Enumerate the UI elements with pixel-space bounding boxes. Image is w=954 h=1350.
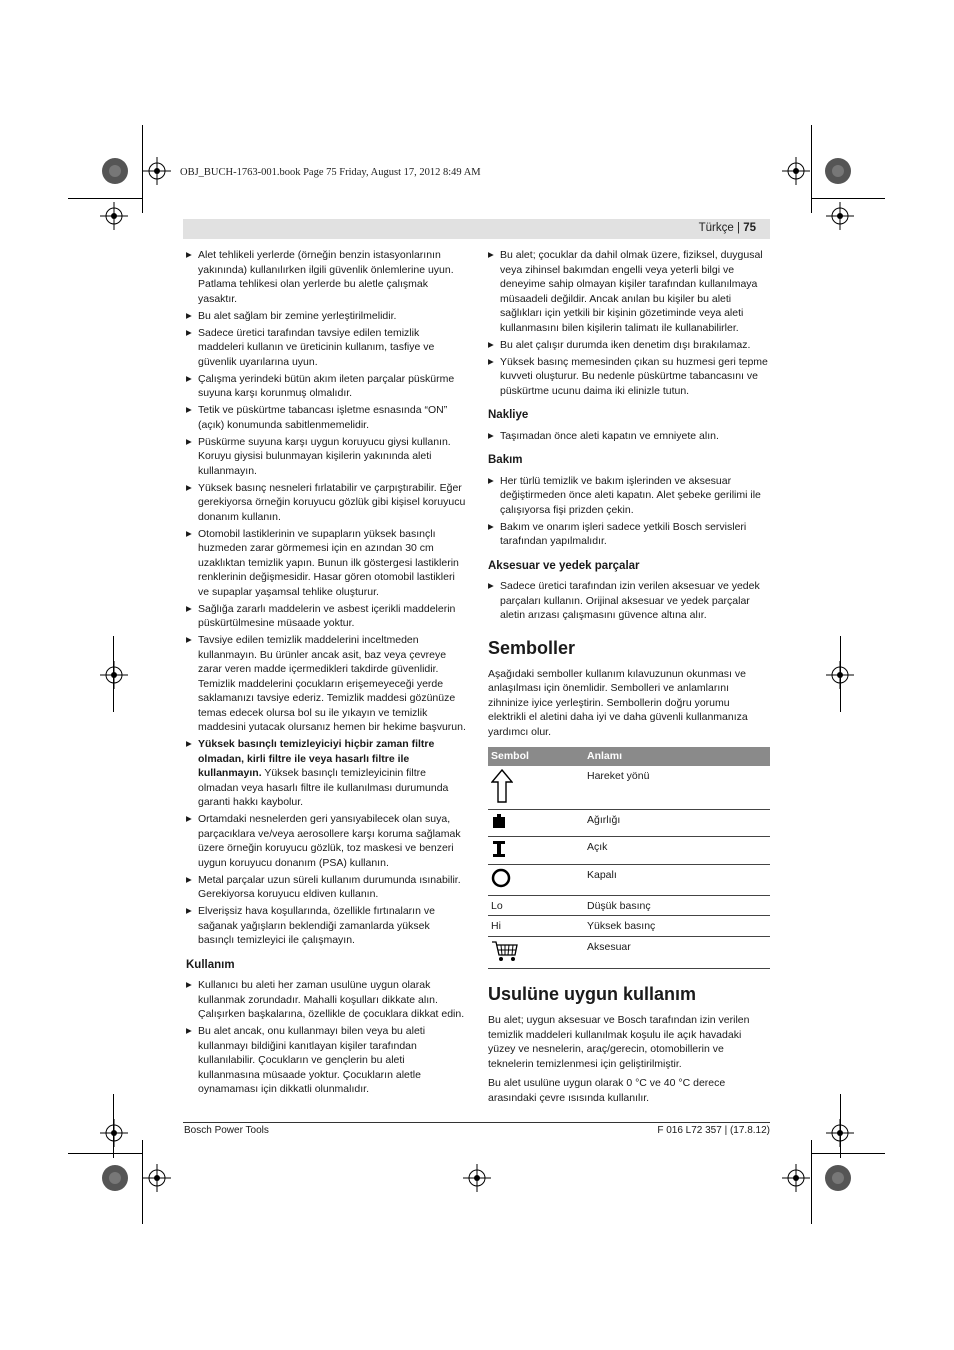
crop-line [142, 1140, 143, 1224]
meaning-cell: Açık [584, 836, 770, 865]
off-icon [491, 868, 511, 888]
list-item: ▶ Bu alet çalışır durumda iken denetim dışı bırakılamaz. [488, 338, 768, 353]
header-language: Türkçe [698, 222, 734, 234]
list-item: ▶ Sadece üretici tarafından izin verilen aksesuar ve yedek parçaları kullanın. Orijinal aksesuar ve yedek parçalar aletin arızası çalışmasını güvence altına alır. [488, 579, 768, 623]
list-item: ▶ Otomobil lastiklerinin ve supapların yüksek basınçlı huzmeden zarar görmemesi için en azından 30 cm uzaklıktan temizlik yapın. Bunun ilk göstergesi lastiklerin renklerinin değişmesidir. Hasar gören otomobil lastikleri ve supaplar yaşamsal tehlike oluşturur. [186, 527, 466, 600]
crosshair-mark [100, 202, 128, 230]
table-row [488, 810, 770, 837]
list-item: ▶ Elverişsiz hava koşullarında, özellikle fırtınaların ve sağanak yağışların beklendiği zamanlarda yüksek basınçlı temizleyici ile çalışmayın. [186, 904, 466, 948]
list-item: ▶ Tetik ve püskürtme tabancası işletme esnasında “ON” (açık) konumunda sabitlenmemelidir. [186, 403, 466, 432]
safety-bullets [186, 248, 466, 735]
symbol-cell [488, 836, 584, 865]
print-slug: OBJ_BUCH-1763-001.book Page 75 Friday, August 17, 2012 8:49 AM [180, 167, 481, 178]
footer-brand: Bosch Power Tools [184, 1125, 269, 1136]
crop-line [811, 198, 885, 199]
left-column [186, 248, 466, 1099]
filter-warning-item [186, 737, 466, 810]
semboller-intro: Aşağıdaki semboller kullanım kılavuzunun okunması ve anlaşılması için önemlidir. Sembolleri ve anlamlarını zihninize iyice yerleştirin. Sembollerin doğru yorumu elektrikli el aletini daha iyi ve daha güvenli kullanmanıza yardımcı olur. [488, 667, 748, 738]
list-item: ▶ Püskürme suyuna karşı uygun koruyucu giysi kullanın. Koruyu giysisi bulunmayan kişilerin yakınında aleti kullanmayın. [186, 435, 466, 479]
header-text [699, 222, 756, 234]
list-item: ▶ Sağlığa zararlı maddelerin ve asbest içerikli maddelerin püskürtülmesine müsaade yoktur. [186, 602, 466, 631]
page-number: 75 [743, 222, 756, 234]
filter-warning-bold: Yüksek basınçlı temizleyiciyi hiçbir zaman filtre olmadan, kirli filtre ile veya hasarlı filtre ile kullanmayın. [198, 738, 435, 779]
section-heading-bakim: Bakım [488, 454, 523, 466]
meaning-cell: Hareket yönü [584, 766, 770, 810]
header-separator: | [737, 222, 740, 234]
crop-line [68, 198, 142, 199]
column-header-symbol: Sembol [488, 747, 584, 766]
list-item: ▶ Yüksek basınç nesneleri fırlatabilir ve çarpıştırabilir. Eğer gerekiyorsa örneğin koruyucu gözlük gibi kişisel koruyucu donanım kullanın. [186, 481, 466, 525]
table-row [488, 865, 770, 896]
nakliye-bullets [488, 429, 768, 444]
meaning-cell: Ağırlığı [584, 810, 770, 837]
crop-line [113, 636, 114, 712]
list-item: ▶ Sadece üretici tarafından tavsiye edilen temizlik maddeleri kullanın ve üreticinin kullanım, tasfiye ve güvenlik uyarılarına uyun. [186, 326, 466, 370]
symbols-table [488, 747, 770, 969]
aksesuar-bullets [488, 579, 768, 623]
crop-line [840, 636, 841, 712]
table-row [488, 936, 770, 969]
section-heading-nakliye: Nakliye [488, 409, 529, 421]
crop-line [113, 1094, 114, 1158]
table-row [488, 836, 770, 865]
footer-doc-number: F 016 L72 357 | (17.8.12) [657, 1125, 770, 1136]
on-icon [491, 840, 507, 858]
crosshair-mark [782, 157, 810, 185]
symbol-cell: Hi [488, 916, 584, 937]
crosshair-mark [100, 1119, 128, 1147]
crop-line [142, 125, 143, 213]
weight-icon [491, 813, 507, 829]
symbol-cell [488, 766, 584, 810]
right-column [488, 248, 768, 1110]
meaning-cell: Yüksek basınç [584, 916, 770, 937]
meaning-cell: Aksesuar [584, 936, 770, 969]
meaning-cell: Kapalı [584, 865, 770, 896]
operator-bullets [488, 248, 768, 398]
crop-line [811, 125, 812, 213]
list-item: ▶ Yüksek basınç memesinden çıkan su huzmesi geri tepme kuvveti oluşturur. Bu nedenle püskürtme tabancasını ve püskürtme ucunu daima iki elinizle tutun. [488, 355, 768, 399]
column-header-meaning: Anlamı [584, 747, 770, 766]
registration-mark-br-dark [824, 1164, 852, 1192]
list-item: ▶ Bu alet sağlam bir zemine yerleştirilmelidir. [186, 309, 466, 324]
running-header [183, 219, 770, 239]
section-heading-aksesuar: Aksesuar ve yedek parçalar [488, 559, 640, 572]
table-row [488, 766, 770, 810]
footer-rule [183, 1122, 770, 1123]
kullanim-bullets [186, 978, 466, 1097]
list-item: ▶ Metal parçalar uzun süreli kullanım durumunda ısınabilir. Gerekiyorsa koruyucu eldiven kullanın. [186, 873, 466, 902]
registration-mark-tl-dark [101, 157, 129, 185]
list-item: ▶ Bu alet; çocuklar da dahil olmak üzere, fiziksel, duygusal veya zihinsel bakımdan engelli veya yeterli bilgi ve deneyime sahip olmayan kişiler tarafından kullanılmaya müsaadeli değildir. Ancak anılan bu kişiler bu aleti sağlıkları için yetkili bir kişinin gözetiminde veya aleti kullanmasını bilen kişilerin talimatı ile kullanabilirler. [488, 248, 768, 335]
registration-mark-tr-dark [824, 157, 852, 185]
section-heading-usulune: Usulüne uygun kullanım [488, 984, 697, 1004]
symbols-table-header [488, 747, 770, 766]
symbol-cell [488, 865, 584, 896]
crop-line [840, 1094, 841, 1158]
list-item: ▶ Bakım ve onarım işleri sadece yetkili Bosch servisleri tarafından yapılmalıdır. [488, 520, 768, 549]
list-item: ▶ Taşımadan önce aleti kapatın ve emniyete alın. [488, 429, 768, 444]
accessory-cart-icon [491, 940, 519, 962]
crosshair-mark [100, 661, 128, 689]
table-row [488, 895, 770, 916]
list-item: ▶ Bu alet ancak, onu kullanmayı bilen veya bu aleti kullanmayı bildiğini kanıtlayan kişiler tarafından kullanılabilir. Çocukların ve gençlerin bu aleti kullanmasına müsaade yoktur. Çocukların aletle oynamaması için dikkatli olunmalıdır. [186, 1024, 466, 1097]
symbol-cell: Lo [488, 895, 584, 916]
list-item: ▶ Her türlü temizlik ve bakım işlerinden ve aksesuar değiştirmeden önce aleti kapatın. Alet şebeke gerilimi ile çalışıyorsa fişi prizden çekin. [488, 474, 768, 518]
symbol-cell [488, 810, 584, 837]
crop-line [811, 1153, 885, 1154]
bakim-bullets [488, 474, 768, 549]
list-item: ▶ Kullanıcı bu aleti her zaman usulüne uygun olarak kullanmak zorundadır. Mahalli koşulları dikkate alın. Çalışırken başkalarına, özellikle de çocuklara dikkat edin. [186, 978, 466, 1022]
filter-warning-text: Yüksek basınçlı temizleyicinin filtre olmadan veya hasarlı filtre ile kullanılması durumunda garanti hakkı kaybolur. [198, 767, 449, 808]
registration-mark-bl-dark [101, 1164, 129, 1192]
symbol-cell [488, 936, 584, 969]
crosshair-mark [826, 202, 854, 230]
crop-line [68, 1153, 142, 1154]
list-item: ▶ Alet tehlikeli yerlerde (örneğin benzin istasyonlarının yakınında) kullanılırken ilgili güvenlik önlemlerine uyun. Patlama tehlikesi olan yerlerde bu aletle çalışmak yasaktır. [186, 248, 466, 306]
list-item: ▶ Ortamdaki nesnelerden geri yansıyabilecek olan suya, parçacıklara ve/veya aerosollere karşı koruma sağlamak üzere örneğin koruyucu gözlük, toz maskesi ve benzeri uygun koruyucu donanım (PSA) kullanın. [186, 812, 466, 870]
usulune-paragraph: Bu alet; uygun aksesuar ve Bosch tarafından izin verilen temizlik maddeleri kullanılmak koşulu ile açık havadaki yüzey ve nesnelerin, araç/gerecin, otomobillerin ve teknelerin temizlenmesi için geliştirilmiştir. [488, 1014, 750, 1070]
crosshair-mark [143, 1164, 171, 1192]
usulune-paragraph: Bu alet usulüne uygun olarak 0 °C ve 40 °C derece arasındaki çevre ısısında kullanılır. [488, 1077, 726, 1104]
list-item: ▶ Tavsiye edilen temizlik maddelerini inceltmeden kullanmayın. Bu ürünler ancak asit, baz veya çevreye zarar veren madde içermedikleri takdirde güvenlidir. Temizlik maddelerini çocukların erişemeyeceği yerde saklamanızı tavsiye ederiz. Temizlik maddesi gözünüze temas edecek olursa bol su ile yıkayın ve temizlik maddesini yutacak olursanız hemen bir hekime başvurun. [186, 633, 466, 735]
crosshair-mark [782, 1164, 810, 1192]
safety-bullets-continued [186, 812, 466, 948]
meaning-cell: Düşük basınç [584, 895, 770, 916]
crosshair-mark [463, 1164, 491, 1192]
section-heading-semboller: Semboller [488, 637, 576, 658]
list-item: ▶ Çalışma yerindeki bütün akım ileten parçalar püskürme suyuna karşı korunmuş olmalıdır. [186, 372, 466, 401]
direction-arrow-icon [491, 769, 513, 803]
table-row [488, 916, 770, 937]
section-heading-kullanim: Kullanım [186, 958, 235, 971]
crosshair-mark [143, 157, 171, 185]
